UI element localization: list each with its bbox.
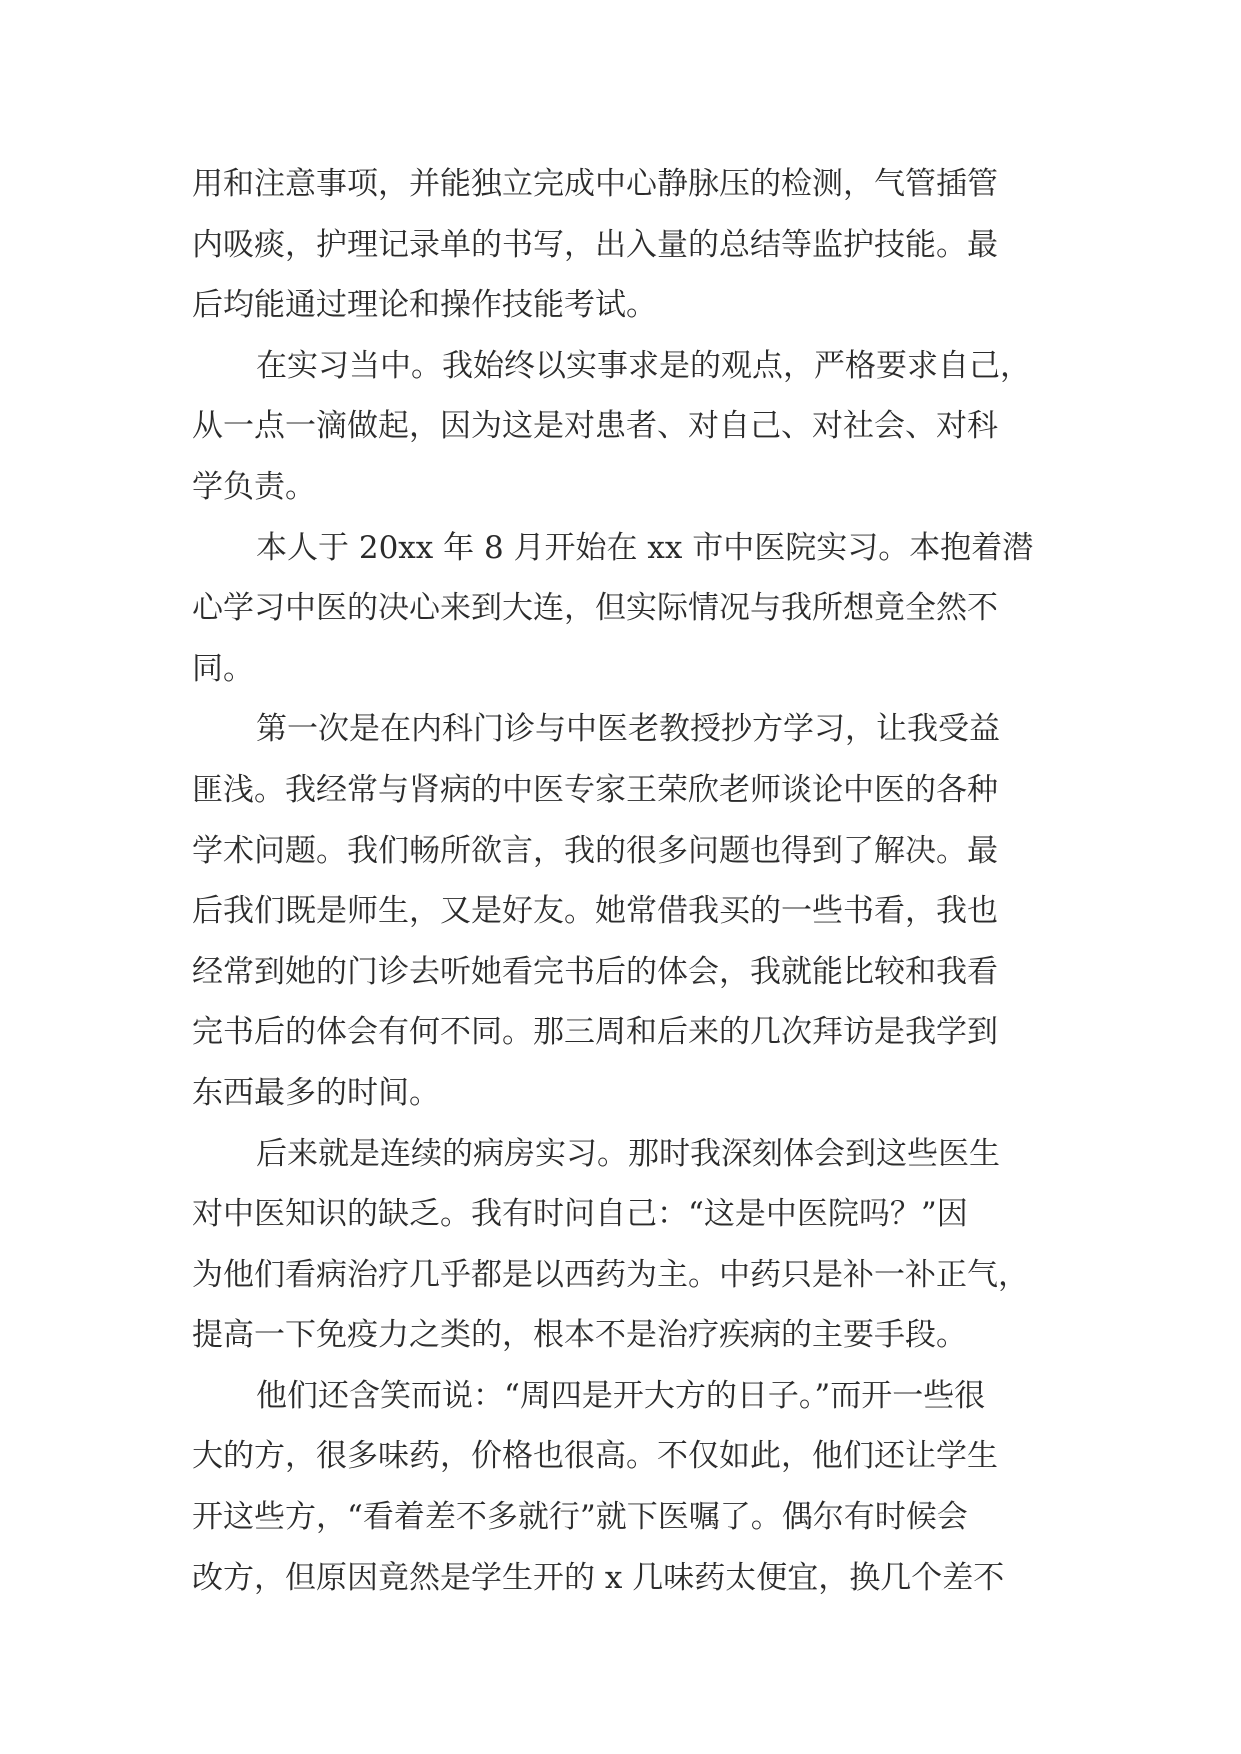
- text-line: 后我们既是师生，又是好友。她常借我买的一些书看，我也: [192, 893, 998, 930]
- text-line: 从一点一滴做起，因为这是对患者、对自己、对社会、对科: [192, 408, 998, 445]
- text-line: 匪浅。我经常与肾病的中医专家王荣欣老师谈论中医的各种: [192, 771, 998, 808]
- text-line: 心学习中医的决心来到大连，但实际情况与我所想竟全然不: [192, 590, 998, 627]
- paragraph: [192, 154, 1052, 336]
- text-line: 开这些方，“看着差不多就行”就下医嘱了。偶尔有时候会: [192, 1499, 968, 1536]
- text-line: 同。: [192, 650, 254, 687]
- text-line: 学负责。: [192, 468, 316, 505]
- text-line: 本人于 20xx 年 8 月开始在 xx 市中医院实习。本抱着潜: [256, 529, 1034, 566]
- text-line: 在实习当中。我始终以实事求是的观点，严格要求自己，: [256, 347, 1031, 384]
- text-line: 后均能通过理论和操作技能考试。: [192, 287, 657, 324]
- text-line: 大的方，很多味药，价格也很高。不仅如此，他们还让学生: [192, 1438, 998, 1475]
- paragraph: [192, 699, 1052, 1123]
- paragraph: [192, 1124, 1052, 1366]
- text-line: 后来就是连续的病房实习。那时我深刻体会到这些医生: [256, 1135, 1000, 1172]
- text-line: 东西最多的时间。: [192, 1074, 440, 1111]
- text-line: 经常到她的门诊去听她看完书后的体会，我就能比较和我看: [192, 953, 998, 990]
- text-line: 为他们看病治疗几乎都是以西药为主。中药只是补一补正气，: [192, 1256, 1029, 1293]
- text-line: 他们还含笑而说：“周四是开大方的日子。”而开一些很: [256, 1377, 986, 1414]
- text-line: 提高一下免疫力之类的，根本不是治疗疾病的主要手段。: [192, 1317, 967, 1354]
- text-line: 用和注意事项，并能独立完成中心静脉压的检测，气管插管: [192, 166, 998, 202]
- text-line: 内吸痰，护理记录单的书写，出入量的总结等监护技能。最: [192, 226, 998, 263]
- paragraph: [192, 1366, 1052, 1608]
- paragraph: [192, 336, 1052, 518]
- text-line: 改方，但原因竟然是学生开的 x 几味药太便宜，换几个差不: [192, 1559, 1005, 1596]
- document-body: [192, 154, 1052, 1608]
- text-line: 完书后的体会有何不同。那三周和后来的几次拜访是我学到: [192, 1014, 998, 1051]
- paragraph: [192, 518, 1052, 700]
- text-line: 第一次是在内科门诊与中医老教授抄方学习，让我受益: [256, 711, 1000, 748]
- text-line: 学术问题。我们畅所欲言，我的很多问题也得到了解决。最: [192, 832, 998, 869]
- text-line: 对中医知识的缺乏。我有时问自己：“这是中医院吗？”因: [192, 1196, 968, 1233]
